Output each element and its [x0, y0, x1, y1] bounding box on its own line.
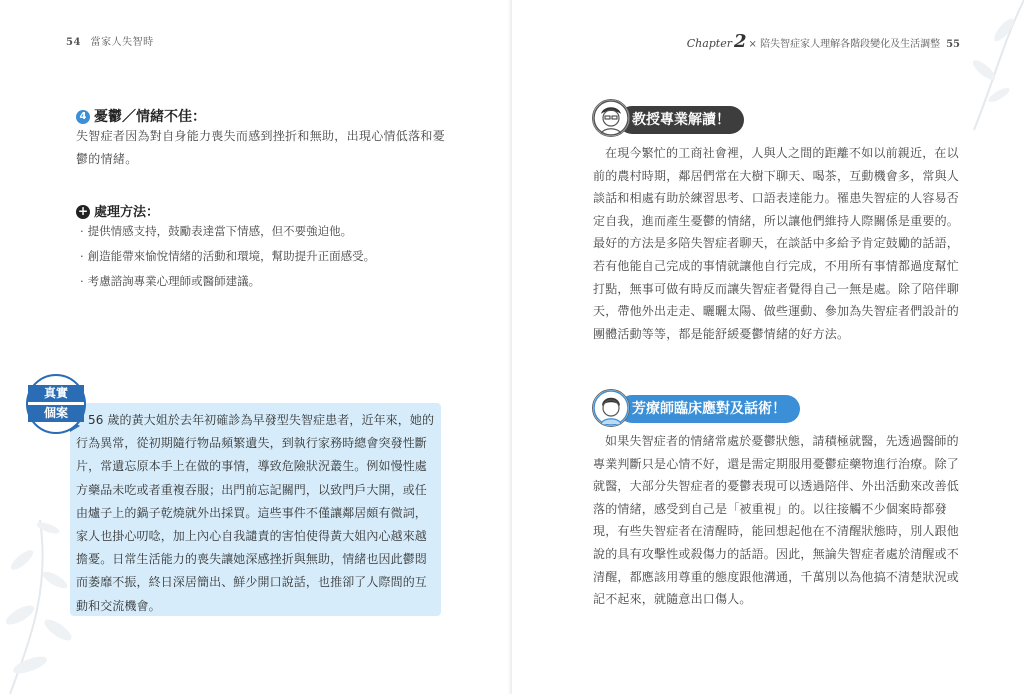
therapist-heading: 芳療師臨床應對及話術！ — [618, 395, 800, 423]
care-method-item: · 提供情感支持，鼓勵表達當下情感，但不要強迫他。 — [80, 219, 375, 244]
therapist-body: 如果失智症者的情緒常處於憂鬱狀態，請積極就醫，先透過醫師的專業判斷只是心情不好，還是需定期服用憂鬱症藥物進行治療。除了就醫，大部分失智症者的憂鬱表現可以透過陪伴、外出活動來改善低落的情緒，感受到自己是「被重視」的。以往接觸不少個案時都發現，有些失智症者在清醒時，能回想起他在不清醒狀態時，別人跟他說的具有攻擊性或殺傷力的話語。因此，無論失智症者處於清醒或不清醒，都應該用尊重的態度跟他溝通，千萬別以為他搞不清楚狀況或記不起來，就隨意出口傷人。 — [593, 434, 960, 607]
case-study-text: 56 歲的黃大姐於去年初確診為早發型失智症患者，近年來，她的行為異常，從初期隨行物品頻繁遺失，到執行家務時總會突發性斷片，常遺忘原本手上在做的事情，導致危險狀況叢生。例如慢性處方藥品未吃或者重複吞服；出門前忘記關門，以致門戶大開，或任由爐子上的鍋子乾燒就外出採買。這些事件不僅讓鄰居頗有微詞，家人也掛心叨唸，加上內心自我譴責的害怕使得黃大姐內心越來越擔憂。日常生活能力的喪失讓她深感挫折與無助，情緒也因此鬱悶而萎靡不振，終日深居簡出、鮮少開口說話，也推卻了人際間的互動和交流機會。 — [76, 413, 435, 613]
leaf-decoration-icon — [0, 440, 100, 694]
leaf-decoration-icon — [934, 0, 1024, 140]
care-methods-title — [76, 201, 159, 220]
section-title-text: 憂鬱／情緒不佳： — [94, 109, 206, 125]
case-tag-line2: 個案 — [28, 405, 84, 422]
expert-heading: 教授專業解讀！ — [618, 106, 744, 134]
expert-body: 在現今繁忙的工商社會裡，人與人之間的距離不如以前親近，在以前的農村時期，鄰居們常在大樹下聊天、喝茶，互動機會多，常與人談話和相處有助於練習思考、口語表達能力。罹患失智症的人容易否定自我，進而產生憂鬱的情緒，所以讓他們維持人際關係是重要的。最好的方法是多陪失智症者聊天，在談話中多給予肯定鼓勵的話語，若有他能自己完成的事情就讓他自行完成，不用所有事情都過度幫忙打點，無事可做有時反而讓失智症者覺得自己一無是處。除了陪伴聊天，帶他外出走走、曬曬太陽、做些運動、參加為失智症者們設計的團體活動等等，都是能舒緩憂鬱情緒的好方法。 — [593, 146, 960, 341]
section-body: 失智症者因為對自身能力喪失而感到挫折和無助，出現心情低落和憂鬱的情緒。 — [76, 129, 446, 166]
right-page-number: 55 — [946, 39, 960, 50]
chapter-number: 2 — [733, 31, 747, 52]
left-running-title: 當家人失智時 — [90, 37, 154, 48]
care-methods-list — [80, 219, 375, 294]
professor-avatar-icon — [592, 99, 630, 137]
chapter-label: Chapter — [686, 37, 732, 50]
right-running-header — [687, 31, 960, 52]
care-methods-title-text: 處理方法： — [94, 205, 160, 220]
section-title — [76, 106, 206, 126]
care-method-item: · 創造能帶來愉悅情緒的活動和環境，幫助提升正面感受。 — [80, 244, 375, 269]
plus-circle-icon: + — [77, 204, 89, 218]
care-method-item: · 考慮諮詢專業心理師或醫師建議。 — [80, 269, 375, 294]
left-running-header — [66, 33, 154, 48]
section-number-badge: 4 — [76, 110, 90, 124]
right-running-title: × 陪失智症家人理解各階段變化及生活調整 — [748, 39, 941, 50]
left-page-number: 54 — [66, 37, 81, 48]
therapist-avatar-icon — [592, 389, 630, 427]
case-tag-line1: 真實 — [28, 385, 84, 402]
